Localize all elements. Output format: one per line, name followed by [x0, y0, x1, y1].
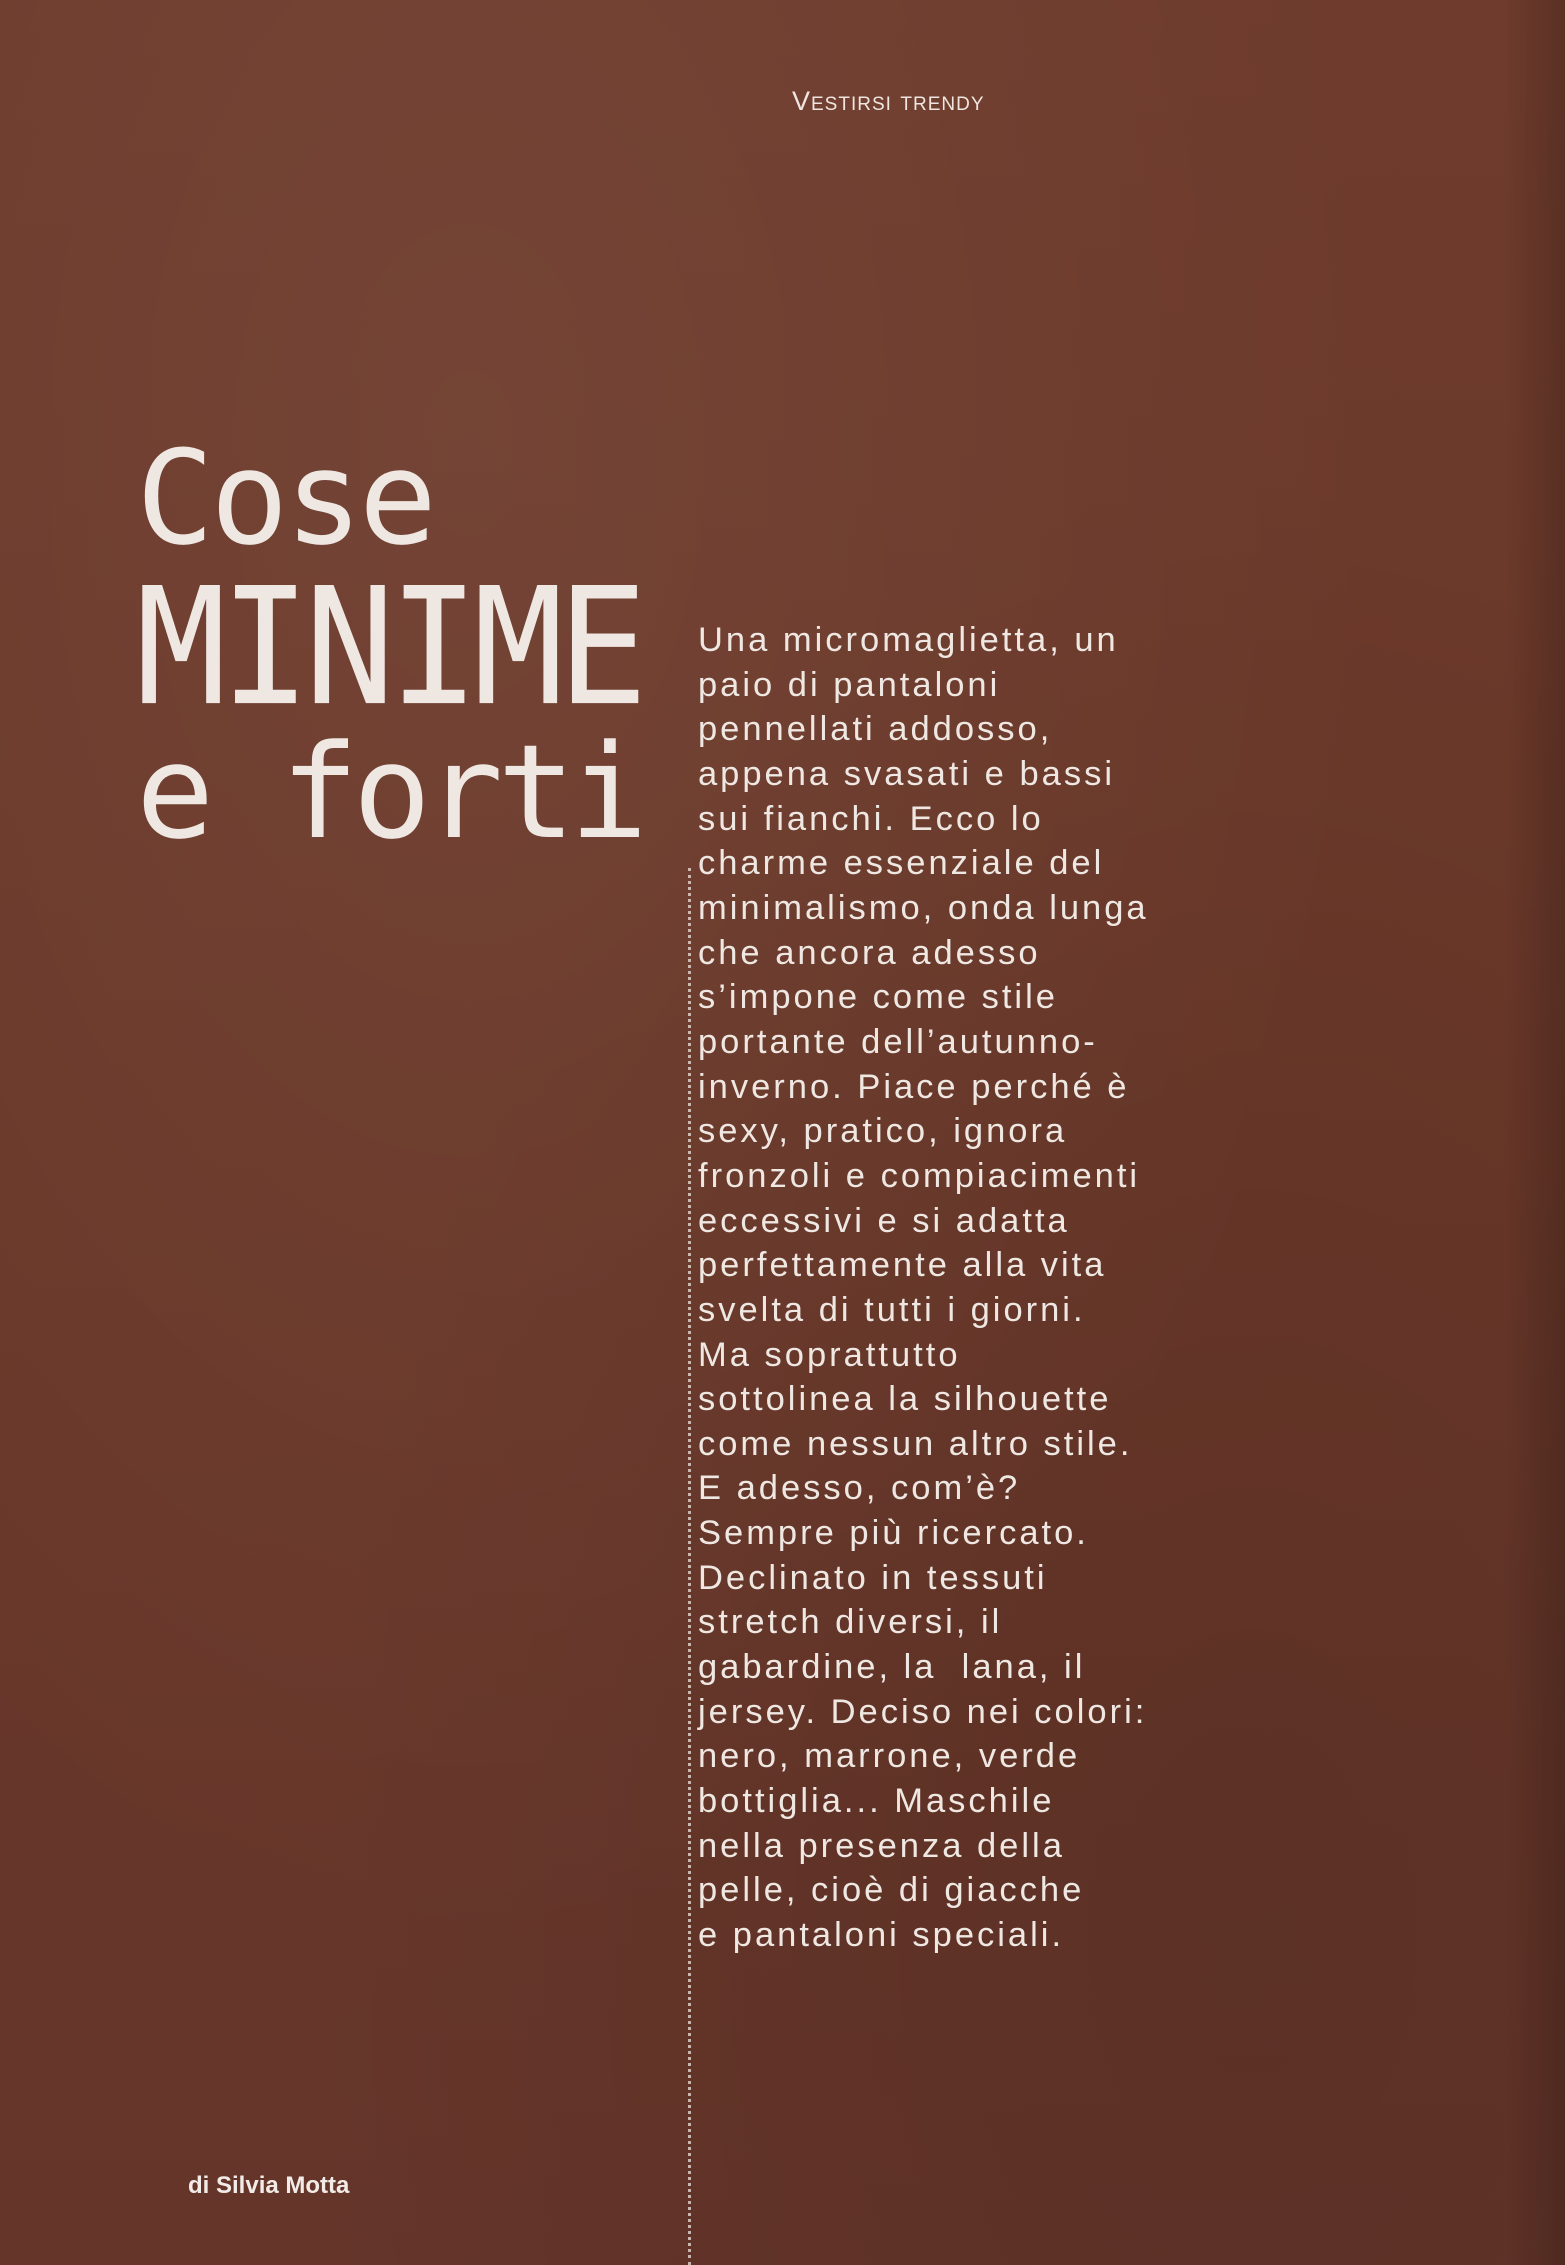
page-edge-shadow — [1505, 0, 1565, 2265]
article-body: Una micromaglietta, un paio di pantaloni pennellati addosso, appena svasati e bassi sui fianchi. Ecco lo charme essenziale del minimalismo, onda lunga che ancora adesso s’impone come stile portante dell’autunno- inverno. Piace perché è sexy, pratico, ignora fronzoli e compiacimenti eccessivi e si adatta perfettamente alla vita svelta di tutti i giorni. Ma soprattutto sottolinea la silhouette come nessun altro stile. E adesso, com’è? Sempre più ricercato. Declinato in tessuti stretch diversi, il gabardine, la lana, il jersey. Deciso nei colori: nero, marrone, verde bottiglia... Maschile nella presenza della pelle, cioè di giacche e pantaloni speciali. — [698, 621, 1149, 1955]
byline: di Silvia Motta — [188, 2172, 350, 2199]
title-line-e-forti: e forti — [136, 716, 642, 868]
section-label: Vestirsi trendy — [792, 86, 985, 116]
title-line-minime: MINIME — [136, 554, 642, 743]
dotted-divider — [688, 868, 691, 2265]
title-line-cose: Cose — [136, 422, 434, 574]
article-title — [136, 422, 642, 868]
